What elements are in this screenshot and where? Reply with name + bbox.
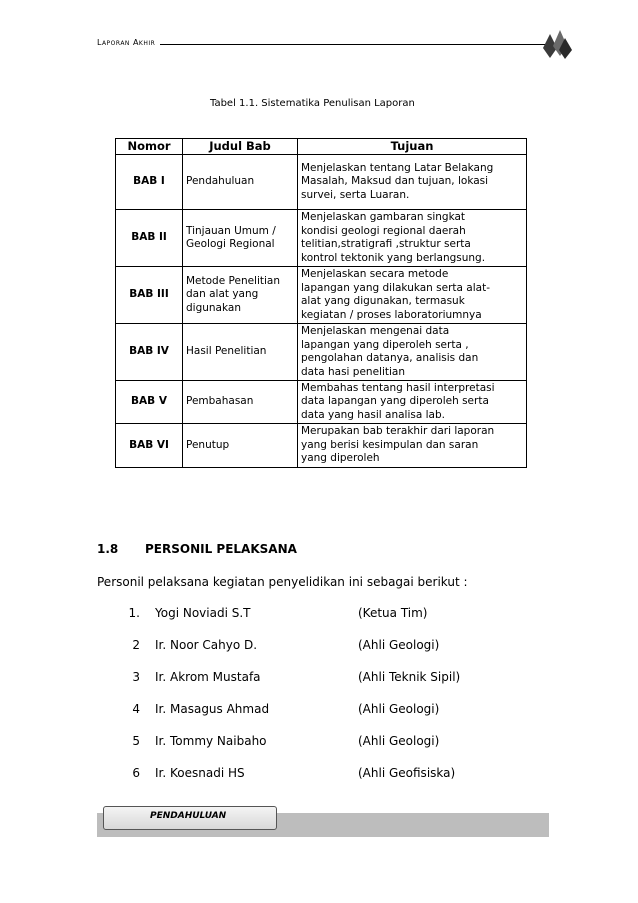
cell-judul: Pendahuluan [183,155,298,210]
cell-nomor: BAB II [116,210,183,267]
personnel-name: Ir. Akrom Mustafa [155,670,261,684]
personnel-number: 4 [132,702,140,716]
cell-tujuan: Menjelaskan secara metode lapangan yang dilakukan serta alat- alat yang digunakan, termasuk kegiatan / proses laboratoriumnya [298,267,527,324]
cell-tujuan: Menjelaskan gambaran singkat kondisi geologi regional daerah telitian,stratigrafi ,struktur serta kontrol tektonik yang berlangsung. [298,210,527,267]
section-title: PERSONIL PELAKSANA [145,542,297,556]
sistematika-table [115,138,527,468]
cell-judul: Metode Penelitian dan alat yang digunakan [183,267,298,324]
table-header-row [116,139,527,155]
col-header-judul: Judul Bab [183,139,298,155]
personnel-number: 2 [132,638,140,652]
header-logo-icon [543,28,573,60]
table-row [116,381,527,424]
cell-tujuan: Merupakan bab terakhir dari laporan yang berisi kesimpulan dan saran yang diperoleh [298,424,527,468]
personnel-name: Ir. Noor Cahyo D. [155,638,258,652]
personnel-role: (Ketua Tim) [358,606,428,620]
personnel-number: 5 [132,734,140,748]
table-row [116,155,527,210]
cell-nomor: BAB IV [116,324,183,381]
table-row [116,210,527,267]
personnel-name: Yogi Noviadi S.T [155,606,251,620]
table-row [116,324,527,381]
personnel-role: (Ahli Geologi) [358,638,440,652]
col-header-nomor: Nomor [116,139,183,155]
personnel-role: (Ahli Geologi) [358,734,440,748]
cell-judul: Pembahasan [183,381,298,424]
personnel-role: (Ahli Geofisiska) [358,766,456,780]
cell-judul: Tinjauan Umum / Geologi Regional [183,210,298,267]
personnel-role: (Ahli Geologi) [358,702,440,716]
cell-nomor: BAB V [116,381,183,424]
personnel-name: Ir. Masagus Ahmad [155,702,270,716]
personnel-number: 3 [132,670,140,684]
cell-tujuan: Membahas tentang hasil interpretasi data lapangan yang diperoleh serta data yang hasil analisa lab. [298,381,527,424]
table-row [116,424,527,468]
cell-tujuan: Menjelaskan mengenai data lapangan yang diperoleh serta , pengolahan datanya, analisis dan data hasi penelitian [298,324,527,381]
table-row [116,267,527,324]
personnel-name: Ir. Tommy Naibaho [155,734,267,748]
table-caption: Tabel 1.1. Sistematika Penulisan Laporan [210,98,415,109]
personnel-role: (Ahli Teknik Sipil) [358,670,461,684]
col-header-tujuan: Tujuan [298,139,527,155]
cell-nomor: BAB VI [116,424,183,468]
cell-nomor: BAB I [116,155,183,210]
cell-judul: Hasil Penelitian [183,324,298,381]
personnel-number: 1. [128,606,140,620]
cell-judul: Penutup [183,424,298,468]
header-rule [160,44,545,45]
footer-label: PENDAHULUAN [150,811,227,821]
header-title: Laporan Akhir [97,38,156,47]
section-intro: Personil pelaksana kegiatan penyelidikan ini sebagai berikut : [97,575,468,589]
cell-tujuan: Menjelaskan tentang Latar Belakang Masalah, Maksud dan tujuan, lokasi survei, serta Luaran. [298,155,527,210]
personnel-name: Ir. Koesnadi HS [155,766,245,780]
personnel-number: 6 [132,766,140,780]
cell-nomor: BAB III [116,267,183,324]
section-number: 1.8 [97,542,119,556]
